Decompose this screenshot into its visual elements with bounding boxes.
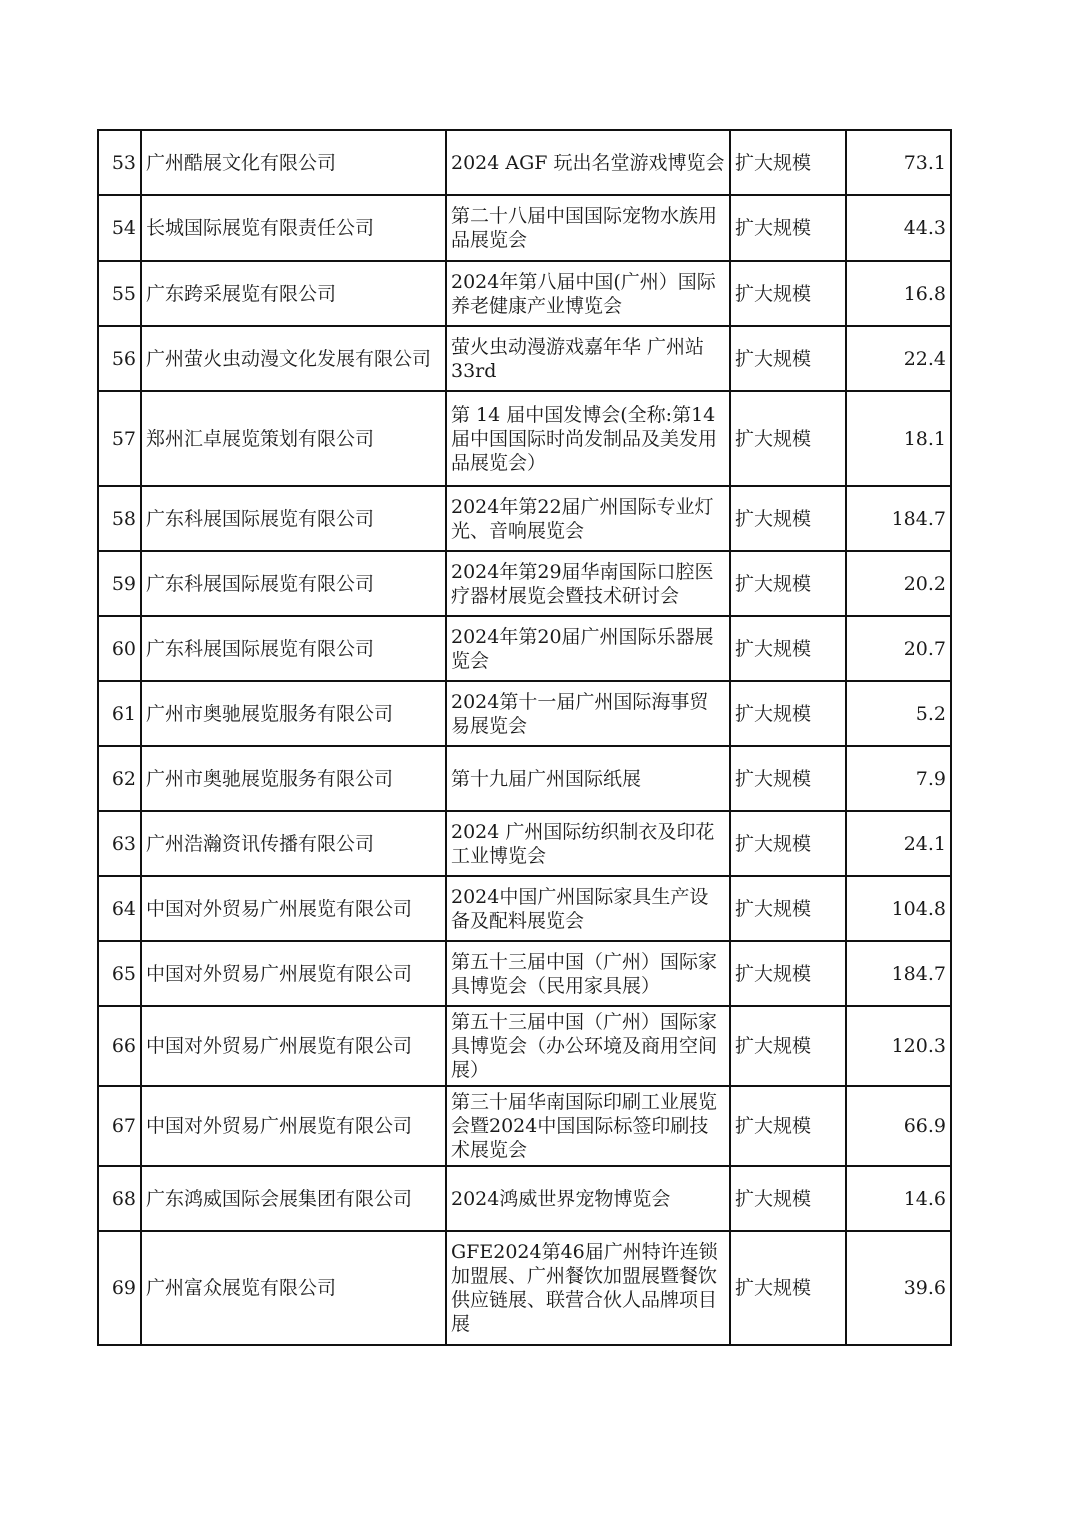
support-type: 扩大规模 <box>730 941 846 1006</box>
exhibition-name: 萤火虫动漫游戏嘉年华 广州站33rd <box>446 326 730 391</box>
company-name: 广东科展国际展览有限公司 <box>141 486 446 551</box>
table-row <box>98 1166 951 1231</box>
exhibition-name: 2024年第29届华南国际口腔医疗器材展览会暨技术研讨会 <box>446 551 730 616</box>
company-name: 广州酷展文化有限公司 <box>141 130 446 195</box>
row-number: 53 <box>98 130 141 195</box>
row-number: 54 <box>98 195 141 261</box>
subsidy-amount: 120.3 <box>846 1006 951 1086</box>
table-row <box>98 1086 951 1166</box>
row-number: 62 <box>98 746 141 811</box>
table-row <box>98 941 951 1006</box>
row-number: 60 <box>98 616 141 681</box>
support-type: 扩大规模 <box>730 130 846 195</box>
row-number: 63 <box>98 811 141 876</box>
exhibition-name: 2024 广州国际纺织制衣及印花工业博览会 <box>446 811 730 876</box>
company-name: 广东跨采展览有限公司 <box>141 261 446 326</box>
company-name: 广州浩瀚资讯传播有限公司 <box>141 811 446 876</box>
subsidy-amount: 184.7 <box>846 486 951 551</box>
subsidy-amount: 24.1 <box>846 811 951 876</box>
support-type: 扩大规模 <box>730 616 846 681</box>
table-body <box>98 130 951 1345</box>
table-row <box>98 1006 951 1086</box>
subsidy-amount: 20.2 <box>846 551 951 616</box>
exhibition-name: 2024 AGF 玩出名堂游戏博览会 <box>446 130 730 195</box>
support-type: 扩大规模 <box>730 195 846 261</box>
exhibition-name: 2024第十一届广州国际海事贸易展览会 <box>446 681 730 746</box>
subsidy-amount: 39.6 <box>846 1231 951 1345</box>
table-row <box>98 195 951 261</box>
row-number: 61 <box>98 681 141 746</box>
subsidy-amount: 7.9 <box>846 746 951 811</box>
subsidy-amount: 22.4 <box>846 326 951 391</box>
table-row <box>98 616 951 681</box>
subsidy-amount: 14.6 <box>846 1166 951 1231</box>
exhibition-name: 2024中国广州国际家具生产设备及配料展览会 <box>446 876 730 941</box>
support-type: 扩大规模 <box>730 391 846 486</box>
exhibition-subsidy-table <box>97 129 952 1346</box>
table-row <box>98 130 951 195</box>
exhibition-name: 2024年第20届广州国际乐器展览会 <box>446 616 730 681</box>
company-name: 广州富众展览有限公司 <box>141 1231 446 1345</box>
row-number: 58 <box>98 486 141 551</box>
exhibition-name: 2024鸿威世界宠物博览会 <box>446 1166 730 1231</box>
company-name: 中国对外贸易广州展览有限公司 <box>141 941 446 1006</box>
row-number: 66 <box>98 1006 141 1086</box>
exhibition-name: 2024年第八届中国(广州）国际养老健康产业博览会 <box>446 261 730 326</box>
row-number: 68 <box>98 1166 141 1231</box>
company-name: 广州萤火虫动漫文化发展有限公司 <box>141 326 446 391</box>
company-name: 广东鸿威国际会展集团有限公司 <box>141 1166 446 1231</box>
support-type: 扩大规模 <box>730 261 846 326</box>
exhibition-name: 第十九届广州国际纸展 <box>446 746 730 811</box>
row-number: 59 <box>98 551 141 616</box>
row-number: 65 <box>98 941 141 1006</box>
table-row <box>98 811 951 876</box>
row-number: 55 <box>98 261 141 326</box>
exhibition-name: 2024年第22届广州国际专业灯光、音响展览会 <box>446 486 730 551</box>
support-type: 扩大规模 <box>730 551 846 616</box>
subsidy-amount: 184.7 <box>846 941 951 1006</box>
table-row <box>98 876 951 941</box>
subsidy-amount: 104.8 <box>846 876 951 941</box>
row-number: 56 <box>98 326 141 391</box>
support-type: 扩大规模 <box>730 811 846 876</box>
company-name: 中国对外贸易广州展览有限公司 <box>141 876 446 941</box>
subsidy-amount: 73.1 <box>846 130 951 195</box>
table-row <box>98 326 951 391</box>
company-name: 郑州汇卓展览策划有限公司 <box>141 391 446 486</box>
exhibition-name: 第五十三届中国（广州）国际家具博览会（民用家具展） <box>446 941 730 1006</box>
subsidy-amount: 44.3 <box>846 195 951 261</box>
table-row <box>98 486 951 551</box>
subsidy-amount: 5.2 <box>846 681 951 746</box>
table-row <box>98 261 951 326</box>
table-row <box>98 681 951 746</box>
exhibition-name: 第五十三届中国（广州）国际家具博览会（办公环境及商用空间展） <box>446 1006 730 1086</box>
table-row <box>98 746 951 811</box>
row-number: 57 <box>98 391 141 486</box>
table-row <box>98 1231 951 1345</box>
company-name: 中国对外贸易广州展览有限公司 <box>141 1086 446 1166</box>
support-type: 扩大规模 <box>730 1166 846 1231</box>
subsidy-amount: 18.1 <box>846 391 951 486</box>
company-name: 广州市奥驰展览服务有限公司 <box>141 746 446 811</box>
support-type: 扩大规模 <box>730 746 846 811</box>
support-type: 扩大规模 <box>730 876 846 941</box>
exhibition-name: 第二十八届中国国际宠物水族用品展览会 <box>446 195 730 261</box>
exhibition-name: GFE2024第46届广州特许连锁加盟展、广州餐饮加盟展暨餐饮供应链展、联营合伙人品牌项目展 <box>446 1231 730 1345</box>
support-type: 扩大规模 <box>730 1086 846 1166</box>
support-type: 扩大规模 <box>730 1006 846 1086</box>
subsidy-amount: 16.8 <box>846 261 951 326</box>
exhibition-name: 第 14 届中国发博会(全称:第14届中国国际时尚发制品及美发用品展览会） <box>446 391 730 486</box>
table-row <box>98 391 951 486</box>
exhibition-name: 第三十届华南国际印刷工业展览会暨2024中国国际标签印刷技术展览会 <box>446 1086 730 1166</box>
support-type: 扩大规模 <box>730 681 846 746</box>
company-name: 广东科展国际展览有限公司 <box>141 616 446 681</box>
company-name: 广州市奥驰展览服务有限公司 <box>141 681 446 746</box>
subsidy-amount: 20.7 <box>846 616 951 681</box>
company-name: 长城国际展览有限责任公司 <box>141 195 446 261</box>
subsidy-amount: 66.9 <box>846 1086 951 1166</box>
row-number: 64 <box>98 876 141 941</box>
company-name: 广东科展国际展览有限公司 <box>141 551 446 616</box>
row-number: 69 <box>98 1231 141 1345</box>
company-name: 中国对外贸易广州展览有限公司 <box>141 1006 446 1086</box>
support-type: 扩大规模 <box>730 1231 846 1345</box>
row-number: 67 <box>98 1086 141 1166</box>
support-type: 扩大规模 <box>730 326 846 391</box>
support-type: 扩大规模 <box>730 486 846 551</box>
table-row <box>98 551 951 616</box>
